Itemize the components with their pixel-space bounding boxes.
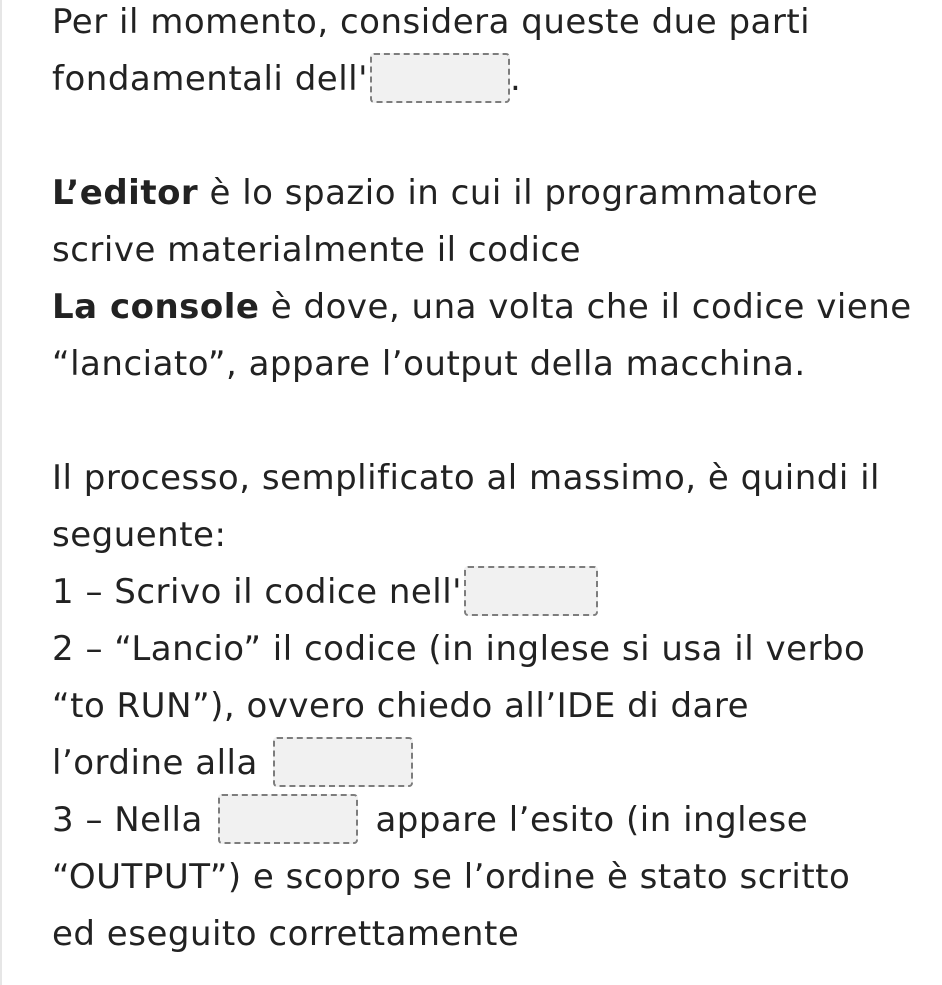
intro-text-1: Per il momento, considera queste due parti bbox=[52, 2, 811, 42]
step-3-line-3 bbox=[52, 906, 932, 963]
step-2-text-cont: “to RUN”), ovvero chiedo all’IDE di dare bbox=[52, 686, 750, 726]
step-1-text: 1 – Scrivo il codice nell' bbox=[52, 572, 463, 612]
console-term: La console bbox=[52, 287, 260, 327]
step-3-text-end: ed eseguito correttamente bbox=[52, 914, 520, 954]
fill-blank-4[interactable] bbox=[218, 794, 358, 844]
process-intro: Il processo, semplificato al massimo, è quindi il bbox=[52, 458, 880, 498]
fill-blank-2[interactable] bbox=[464, 566, 598, 616]
step-2-line-1 bbox=[52, 621, 932, 678]
lesson-text bbox=[52, 0, 932, 963]
editor-definition-cont: scrive materialmente il codice bbox=[52, 230, 582, 270]
console-line-1 bbox=[52, 279, 932, 336]
process-intro-cont: seguente: bbox=[52, 515, 227, 555]
step-2-text: 2 – “Lancio” il codice (in inglese si usa il verbo bbox=[52, 629, 866, 669]
step-3-text: 3 – Nella bbox=[52, 800, 215, 840]
console-definition-cont: “lanciato”, appare l’output della macchina. bbox=[52, 344, 806, 384]
step-3-line-2 bbox=[52, 849, 932, 906]
step-3-text-cont: “OUTPUT”) e scopro se l’ordine è stato scritto bbox=[52, 857, 851, 897]
fill-blank-1[interactable] bbox=[370, 53, 510, 103]
step-2-line-3 bbox=[52, 735, 932, 792]
editor-term: L’editor bbox=[52, 173, 199, 213]
step-1 bbox=[52, 564, 932, 621]
intro-text-2: fondamentali dell' bbox=[52, 59, 368, 99]
paragraph-gap bbox=[52, 108, 932, 165]
process-line-2 bbox=[52, 507, 932, 564]
editor-definition: è lo spazio in cui il programmatore bbox=[198, 173, 819, 213]
step-2-text-end: l’ordine alla bbox=[52, 743, 270, 783]
intro-line-1 bbox=[52, 0, 932, 51]
process-line-1 bbox=[52, 450, 932, 507]
console-line-2 bbox=[52, 336, 932, 393]
fill-blank-3[interactable] bbox=[273, 737, 413, 787]
step-3-text-after: appare l’esito (in inglese bbox=[364, 800, 809, 840]
console-definition: è dove, una volta che il codice viene bbox=[259, 287, 912, 327]
left-border bbox=[0, 0, 2, 985]
intro-line-2 bbox=[52, 51, 932, 108]
editor-line-1 bbox=[52, 165, 932, 222]
step-2-line-2 bbox=[52, 678, 932, 735]
step-3-line-1 bbox=[52, 792, 932, 849]
editor-line-2 bbox=[52, 222, 932, 279]
paragraph-gap bbox=[52, 393, 932, 450]
intro-period: . bbox=[509, 59, 522, 99]
